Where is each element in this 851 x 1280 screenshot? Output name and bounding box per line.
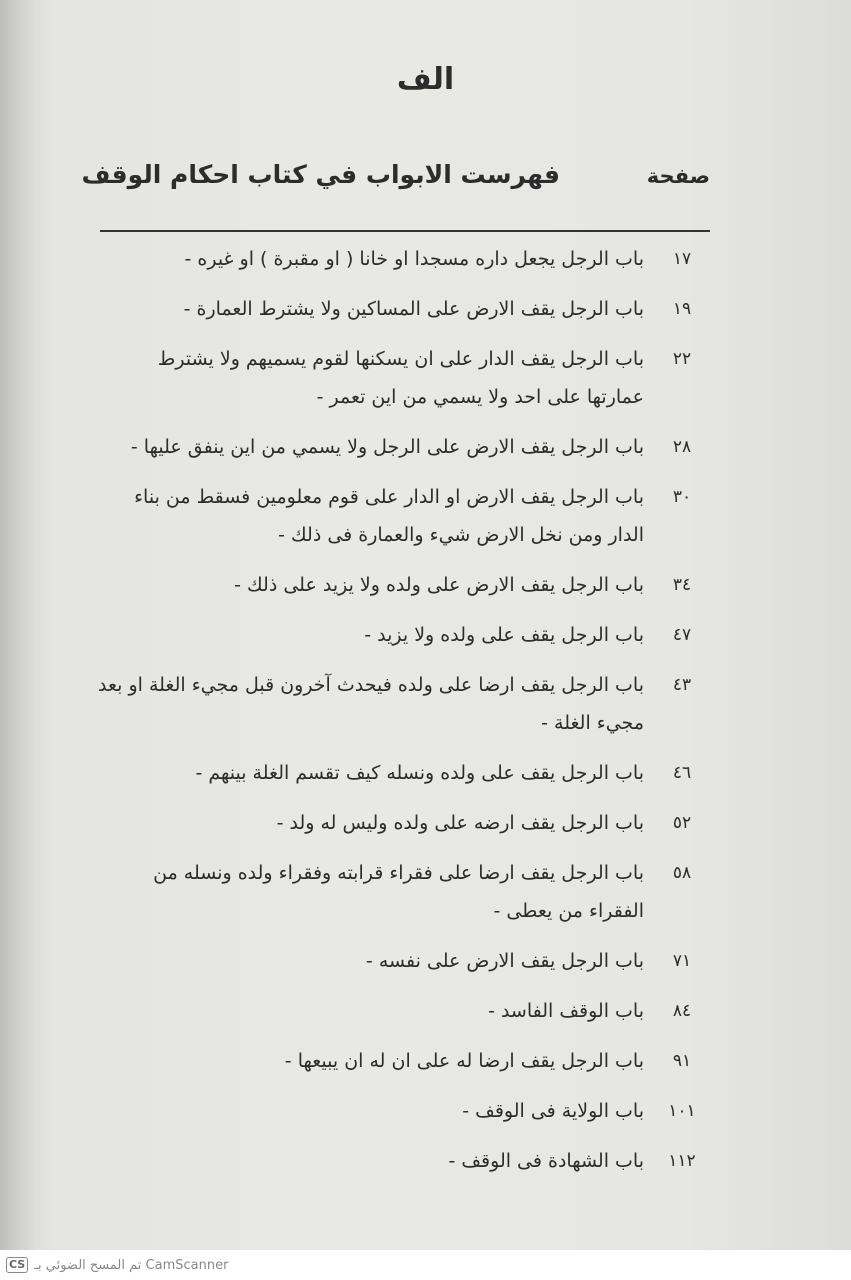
entry-page-number: ١٩: [672, 299, 692, 319]
toc-entry: [96, 240, 710, 278]
entry-page-number: ١٠١: [668, 1101, 696, 1121]
toc-entry: [96, 804, 710, 842]
entry-title: باب الرجل يقف الدار على ان يسكنها لقوم يسميهم ولا يشترط عمارتها على احد ولا يسمي من اين تعمر -: [157, 348, 644, 408]
watermark-text: تم المسح الضوئي بـ CamScanner: [34, 1257, 229, 1273]
entry-page-number: ٤٦: [672, 763, 692, 783]
entry-title: باب الرجل يقف ارضا له على ان له ان يبيعها -: [284, 1050, 644, 1072]
scanner-watermark: [6, 1257, 228, 1273]
toc-entry: [96, 566, 710, 604]
entry-page-number: ٨٤: [672, 1001, 692, 1021]
page-binding-edge: [0, 0, 34, 1250]
entry-page-number: ٩١: [672, 1051, 692, 1071]
toc-entry: [96, 290, 710, 328]
entry-page-number: ١١٢: [668, 1151, 696, 1171]
header-divider: [100, 230, 710, 232]
entry-page-number: ٢٢: [672, 349, 692, 369]
toc-entry: [96, 854, 710, 930]
entry-page-number: ٧١: [672, 951, 692, 971]
entry-title: باب الرجل يقف على ولده ونسله كيف تقسم الغلة بينهم -: [195, 762, 644, 784]
toc-entry: [96, 754, 710, 792]
entry-title: باب الرجل يقف ارضا على فقراء قرابته وفقراء ولده ونسله من الفقراء من يعطى -: [153, 862, 644, 922]
entry-title: باب الرجل يقف الارض على الرجل ولا يسمي من اين ينفق عليها -: [130, 436, 644, 458]
entry-title: باب الرجل يجعل داره مسجدا او خانا ( او مقبرة ) او غيره -: [184, 248, 644, 270]
entry-page-number: ٢٨: [672, 437, 692, 457]
toc-entry: [96, 992, 710, 1030]
entry-page-number: ٤٣: [672, 675, 692, 695]
entry-page-number: ٥٢: [672, 813, 692, 833]
entry-page-number: ٣٤: [672, 575, 692, 595]
toc-title: فهرست الابواب في كتاب احكام الوقف: [81, 160, 560, 189]
toc-entry: [96, 1142, 710, 1180]
entry-title: باب الرجل يقف الارض على ولده ولا يزيد على ذلك -: [234, 574, 644, 596]
entry-title: باب الرجل يقف على ولده ولا يزيد -: [364, 624, 644, 646]
entry-page-number: ٤٧: [672, 625, 692, 645]
entry-title: باب الرجل يقف الارض او الدار على قوم معلومين فسقط من بناء الدار ومن نخل الارض شيء والعمارة فى ذلك -: [134, 486, 644, 546]
page-column-header: صفحة: [646, 164, 710, 188]
toc-entry: [96, 666, 710, 742]
toc-entry: [96, 1092, 710, 1130]
entry-title: باب الشهادة فى الوقف -: [448, 1150, 644, 1172]
entry-title: باب الولاية فى الوقف -: [462, 1100, 644, 1122]
entry-title: باب الرجل يقف الارض على المساكين ولا يشترط العمارة -: [183, 298, 644, 320]
entry-title: باب الرجل يقف الارض على نفسه -: [365, 950, 644, 972]
entry-page-number: ٥٨: [672, 863, 692, 883]
entry-title: باب الوقف الفاسد -: [488, 1000, 644, 1022]
toc-entry: [96, 942, 710, 980]
entry-page-number: ١٧: [672, 249, 692, 269]
toc-list: [96, 240, 710, 1192]
entry-title: باب الرجل يقف ارضه على ولده وليس له ولد -: [276, 812, 644, 834]
camscanner-logo-icon: CS: [6, 1257, 28, 1273]
toc-entry: [96, 1042, 710, 1080]
toc-entry: [96, 428, 710, 466]
toc-entry: [96, 478, 710, 554]
page-letter: الف: [396, 62, 455, 97]
entry-page-number: ٣٠: [672, 487, 692, 507]
entry-title: باب الرجل يقف ارضا على ولده فيحدث آخرون قبل مجيء الغلة او بعد مجيء الغلة -: [97, 674, 644, 734]
toc-heading-row: [81, 160, 710, 204]
scanner-footer: [0, 1250, 851, 1280]
toc-entry: [96, 616, 710, 654]
toc-entry: [96, 340, 710, 416]
